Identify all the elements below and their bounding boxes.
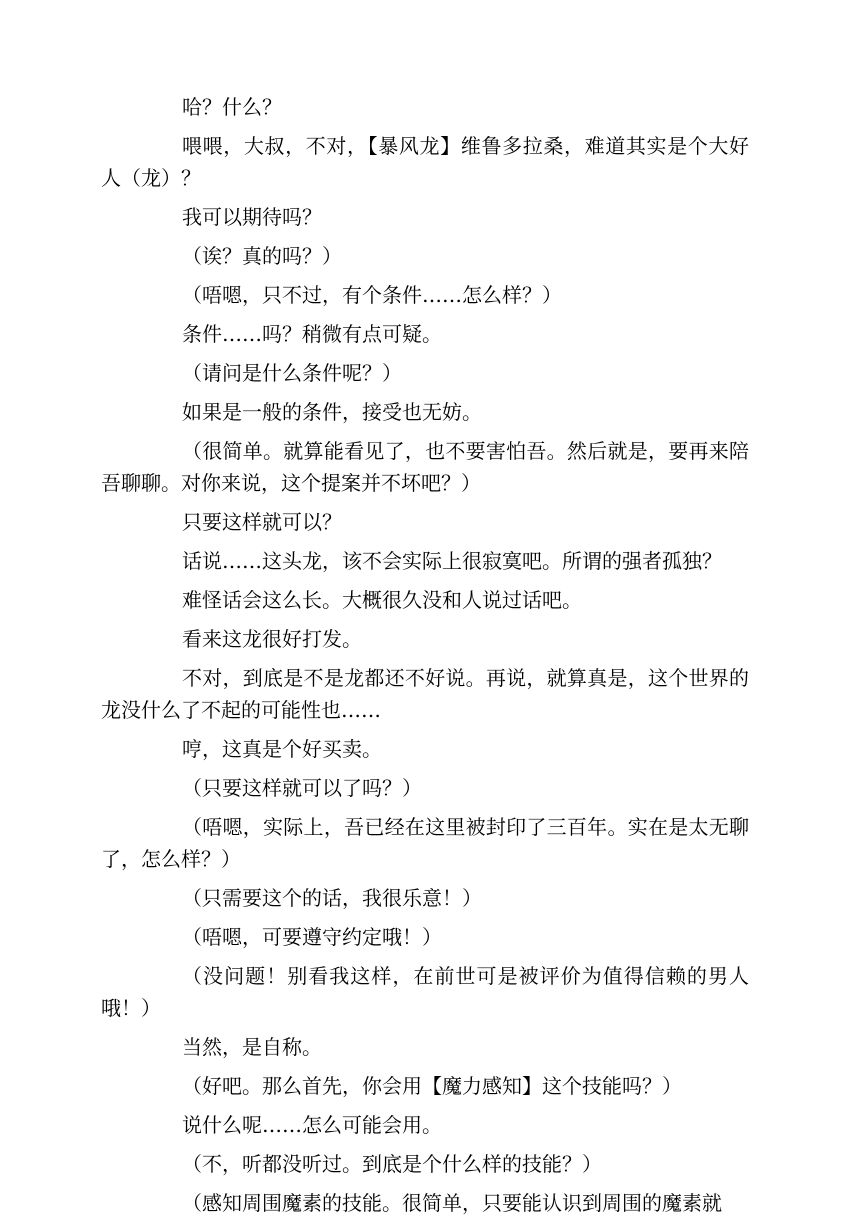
paragraph: （很简单。就算能看见了，也不要害怕吾。然后就是，要再来陪吾聊聊。对你来说，这个提案并不坏吧？） [101,439,749,495]
paragraph: 说什么呢……怎么可能会用。 [182,1113,442,1137]
paragraph: 只要这样就可以？ [182,510,342,534]
paragraph: （唔嗯，实际上，吾已经在这里被封印了三百年。实在是太无聊了，怎么样？） [101,815,749,871]
paragraph: （不，听都没听过。到底是个什么样的技能？） [182,1152,602,1176]
paragraph: 喂喂，大叔，不对，【暴风龙】维鲁多拉桑，难道其实是个大好人（龙）？ [101,134,749,190]
paragraph: 当然，是自称。 [182,1035,322,1059]
paragraph: （只要这样就可以了吗？） [182,776,422,800]
paragraph: 不对，到底是不是龙都还不好说。再说，就算真是，这个世界的龙没什么了不起的可能性也…… [101,666,749,722]
paragraph: （感知周围魔素的技能。很简单，只要能认识到周围的魔素就 [182,1191,722,1215]
paragraph: 条件……吗？稍微有点可疑。 [182,322,442,346]
paragraph: 难怪话会这么长。大概很久没和人说过话吧。 [182,588,582,612]
paragraph: （没问题！别看我这样，在前世可是被评价为值得信赖的男人哦！） [101,964,749,1020]
paragraph: 话说……这头龙，该不会实际上很寂寞吧。所谓的强者孤独？ [182,549,722,573]
paragraph: （只需要这个的话，我很乐意！） [182,886,482,910]
paragraph: 哈？什么？ [182,95,282,119]
paragraph: 哼，这真是个好买卖。 [182,737,382,761]
paragraph: （诶？真的吗？） [182,244,342,268]
paragraph: （请问是什么条件呢？） [182,361,402,385]
paragraph: 我可以期待吗？ [182,205,322,229]
paragraph: （好吧。那么首先，你会用【魔力感知】这个技能吗？） [182,1074,682,1098]
paragraph: （唔嗯，只不过，有个条件……怎么样？） [182,283,562,307]
paragraph: 看来这龙很好打发。 [182,627,362,651]
paragraph: （唔嗯，可要遵守约定哦！） [182,925,442,949]
paragraph: 如果是一般的条件，接受也无妨。 [182,400,482,424]
